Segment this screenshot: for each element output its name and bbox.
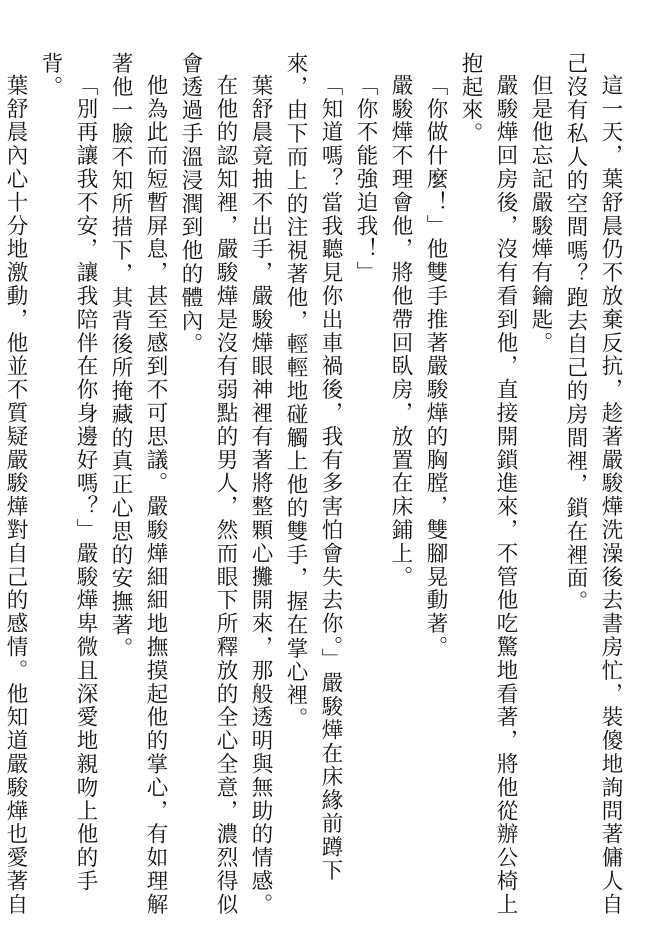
paragraph-10: 他為此而短暫屏息，甚至感到不可思議。嚴駿燁細細地撫摸起他的掌心，有如理解著他一臉不知所措下，其背後所掩藏的真正心思的安撫著。 bbox=[108, 52, 168, 916]
paragraph-8: 葉舒晨竟抽不出手，嚴駿燁眼神裡有著將整顆心攤開來，那般透明與無助的情感。 bbox=[248, 73, 273, 916]
paragraph-7: 「知道嗎？當我聽見你出車禍後，我有多害怕會失去你。」嚴駿燁在床緣前蹲下來，由下而上的注視著他，輕輕地碰觸上他的雙手，握在掌心裡。 bbox=[283, 52, 343, 882]
paragraph-1: 這一天，葉舒晨仍不放棄反抗，趁著嚴駿燁洗澡後去書房忙，裝傻地詢問著傭人自己沒有私人的空間嗎？跑去自己的房間裡，鎖在裡面。 bbox=[563, 52, 623, 916]
paragraph-5: 嚴駿燁不理會他，將他帶回臥房，放置在床鋪上。 bbox=[388, 73, 413, 589]
paragraph-4: 「你做什麼！」他雙手推著嚴駿燁的胸膛，雙腳晃動著。 bbox=[423, 73, 448, 659]
paragraph-6: 「你不能強迫我！」 bbox=[353, 73, 378, 285]
paragraph-12: 葉舒晨內心十分地激動，他並不質疑嚴駿燁對自己的感情。他知道嚴駿燁也愛著自 bbox=[3, 73, 28, 916]
paragraph-2: 但是他忘記嚴駿燁有鑰匙。 bbox=[528, 73, 553, 355]
paragraph-9: 在他的認知裡，嚴駿燁是沒有弱點的男人，然而眼下所釋放的全心全意，濃烈得似會透過手溫浸潤到他的體內。 bbox=[178, 52, 238, 916]
paragraph-11: 「別再讓我不安，讓我陪伴在你身邊好嗎？」嚴駿燁卑微且深愛地親吻上他的手背。 bbox=[38, 52, 98, 893]
paragraph-3: 嚴駿燁回房後，沒有看到他，直接開鎖進來，不管他吃驚地看著，將他從辦公椅上抱起來。 bbox=[458, 52, 518, 916]
vertical-text-body bbox=[3, 52, 628, 922]
